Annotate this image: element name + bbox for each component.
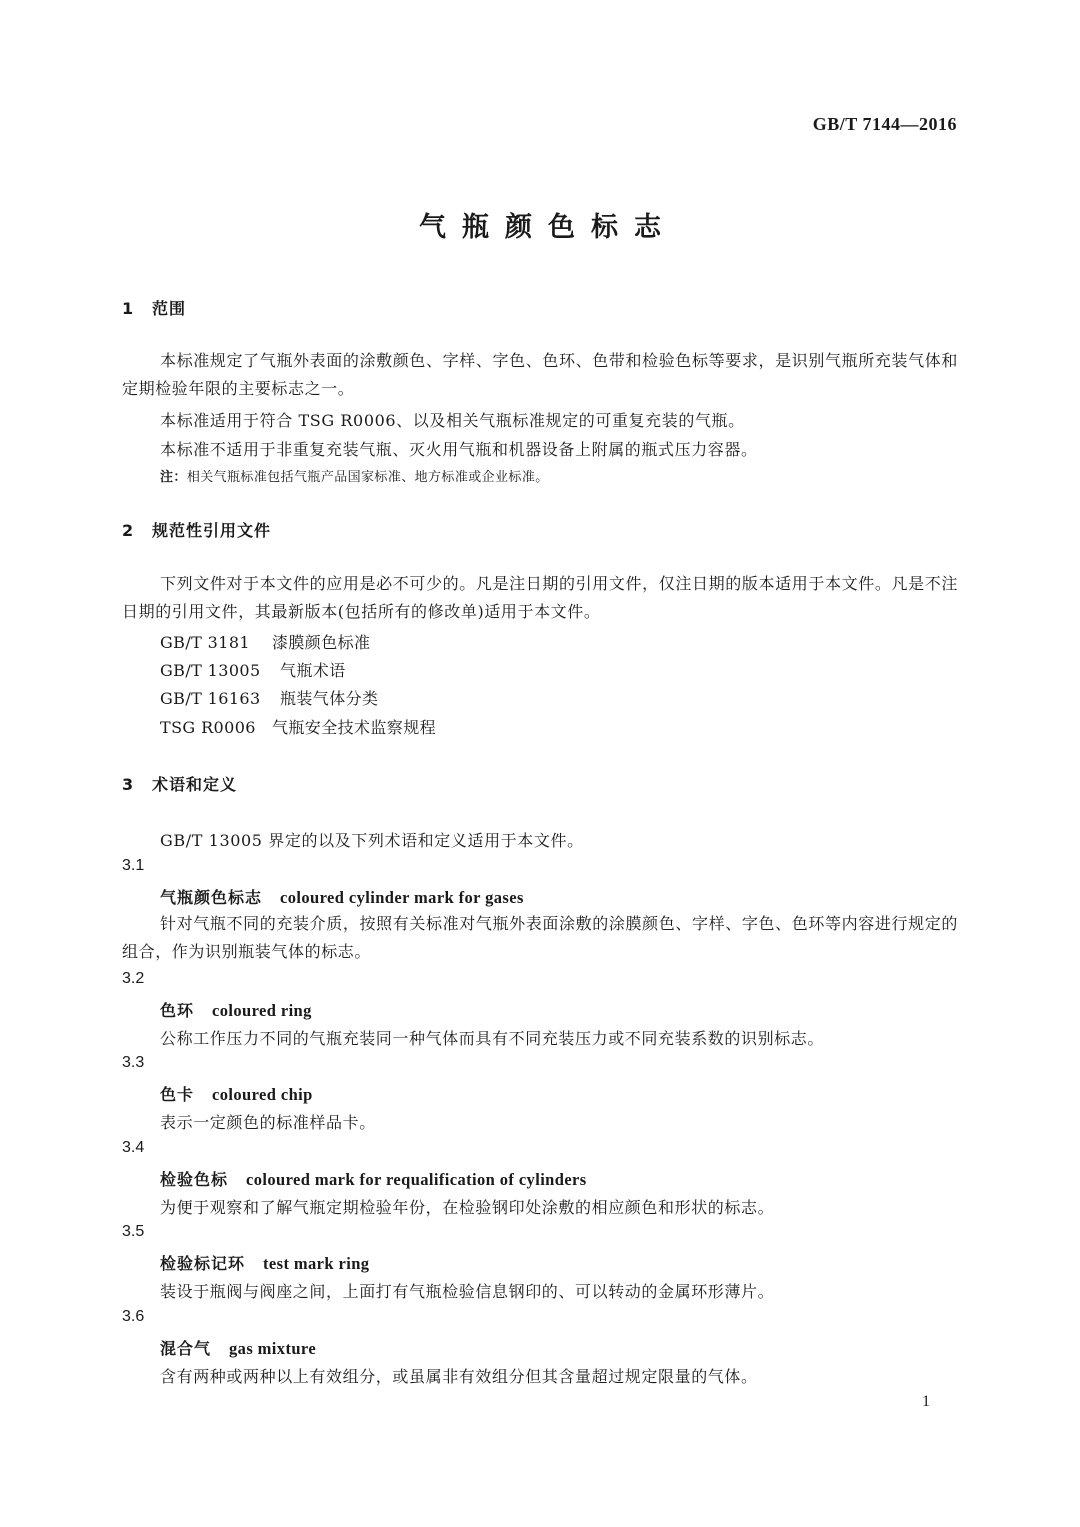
section-title: 范围 <box>152 299 187 318</box>
term-title <box>160 1167 587 1190</box>
reference-code: GB/T 3181 <box>160 633 251 652</box>
section-title: 规范性引用文件 <box>152 521 272 540</box>
term-zh: 色卡 <box>160 1085 195 1104</box>
term-title <box>160 1336 316 1359</box>
term-zh: 色环 <box>160 1001 195 1020</box>
term-en: coloured mark for requalification of cylinders <box>246 1170 587 1189</box>
reference-code: GB/T 16163 <box>160 689 261 708</box>
term-en: coloured cylinder mark for gases <box>280 888 524 907</box>
term-number: 3.6 <box>122 1308 145 1325</box>
term-title <box>160 1251 369 1274</box>
reference-item <box>160 658 346 681</box>
section-2-heading <box>122 518 271 541</box>
reference-item <box>160 686 378 709</box>
section-3-heading <box>122 772 237 795</box>
section-title: 术语和定义 <box>152 775 238 794</box>
section-number: 2 <box>122 521 135 540</box>
section-number: 1 <box>122 299 135 318</box>
scope-paragraph-3: 本标准不适用于非重复充装气瓶、灭火用气瓶和机器设备上附属的瓶式压力容器。 <box>160 440 758 459</box>
term-number: 3.5 <box>122 1223 145 1240</box>
reference-item <box>160 630 370 653</box>
scope-paragraph-1: 本标准规定了气瓶外表面的涂敷颜色、字样、字色、色环、色带和检验色标等要求，是识别气瓶所充装气体和定期检验年限的主要标志之一。 <box>122 351 958 398</box>
term-number: 3.3 <box>122 1054 145 1071</box>
term-zh: 检验标记环 <box>160 1254 246 1273</box>
reference-title: 气瓶术语 <box>280 661 346 680</box>
term-en: gas mixture <box>229 1339 317 1358</box>
term-en: test mark ring <box>263 1254 370 1273</box>
term-definition: 含有两种或两种以上有效组分，或虽属非有效组分但其含量超过规定限量的气体。 <box>160 1367 758 1386</box>
section-number: 3 <box>122 775 135 794</box>
note-text: 相关气瓶标准包括气瓶产品国家标准、地方标准或企业标准。 <box>186 470 549 485</box>
scope-note <box>160 466 549 485</box>
references-paragraph: 下列文件对于本文件的应用是必不可少的。凡是注日期的引用文件，仅注日期的版本适用于本文件。凡是不注日期的引用文件，其最新版本(包括所有的修改单)适用于本文件。 <box>122 574 958 621</box>
term-zh: 混合气 <box>160 1339 212 1358</box>
reference-code: TSG R0006 <box>160 718 256 737</box>
term-definition: 表示一定颜色的标准样品卡。 <box>160 1113 376 1132</box>
reference-title: 瓶装气体分类 <box>280 689 379 708</box>
term-en: coloured ring <box>212 1001 312 1020</box>
reference-title: 气瓶安全技术监察规程 <box>272 718 437 737</box>
term-definition: 为便于观察和了解气瓶定期检验年份，在检验钢印处涂敷的相应颜色和形状的标志。 <box>160 1198 775 1217</box>
terms-intro: GB/T 13005 界定的以及下列术语和定义适用于本文件。 <box>160 831 584 850</box>
standard-code: GB/T 7144—2016 <box>812 114 957 134</box>
reference-title: 漆膜颜色标准 <box>272 633 371 652</box>
term-zh: 检验色标 <box>160 1170 229 1189</box>
term-definition: 公称工作压力不同的气瓶充装同一种气体而具有不同充装压力或不同充装系数的识别标志。 <box>160 1029 825 1048</box>
term-zh: 气瓶颜色标志 <box>160 888 263 907</box>
term-number: 3.4 <box>122 1139 145 1156</box>
term-definition: 装设于瓶阀与阀座之间，上面打有气瓶检验信息钢印的、可以转动的金属环形薄片。 <box>160 1282 775 1301</box>
term-number: 3.2 <box>122 970 145 987</box>
note-label: 注： <box>160 470 187 485</box>
term-title <box>160 998 312 1021</box>
term-title <box>160 1082 313 1105</box>
section-1-heading <box>122 296 186 319</box>
page-number: 1 <box>922 1393 930 1410</box>
term-en: coloured chip <box>212 1085 313 1104</box>
term-definition: 针对气瓶不同的充装介质，按照有关标准对气瓶外表面涂敷的涂膜颜色、字样、字色、色环等内容进行规定的组合，作为识别瓶装气体的标志。 <box>122 914 958 961</box>
scope-paragraph-2: 本标准适用于符合 TSG R0006、以及相关气瓶标准规定的可重复充装的气瓶。 <box>160 411 745 430</box>
reference-code: GB/T 13005 <box>160 661 261 680</box>
reference-item <box>160 715 436 738</box>
document-title: 气瓶颜色标志 <box>419 212 677 243</box>
term-number: 3.1 <box>122 857 145 874</box>
term-title <box>160 885 524 908</box>
